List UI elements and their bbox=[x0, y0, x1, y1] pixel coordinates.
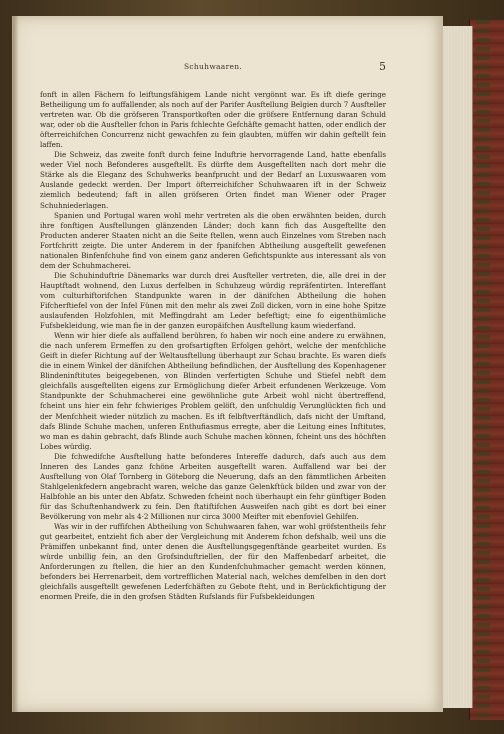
page-number: 5 bbox=[379, 60, 386, 73]
page-edges bbox=[438, 26, 473, 708]
paragraph: Spanien und Portugal waren wohl mehr vertreten als die oben erwähnten beiden, durch ihre fonftigen Ausftellungen glänzenden Länder; doch kann fich das Ausgeftellte den Producten anderer Staaten nicht an die Seite ftellen, wenn auch Einzelnes vom Streben nach Fortfchritt zeigte. Die unter Anderem in der fpanifchen Abtheilung ausgeftellt gewefenen nationalen Binfenfchuhe find von einem ganz anderen Gefichtspunkte aus interessant als von dem der Schuhmacherei. bbox=[40, 210, 386, 270]
book-cover-edge bbox=[469, 20, 504, 720]
page-gutter bbox=[13, 16, 19, 712]
paragraph: Was wir in der ruffifchen Abtheilung von Schuhwaaren fahen, war wohl gröfstentheils fehr gut gearbeitet, entzieht fich aber der Vergleichung mit Anderem fchon defshalb, weil uns die Prämiffen unbekannt find, unter denen die Ausftellungsgegenftände gearbeitet wurden. Es würde unbillig fein, an den Grofsinduftriellen, der für den Maffenbedarf arbeitet, die Anforderungen zu ftellen, die hier an den Kundenfchuhmacher gemacht werden können, befonders bei Herrenarbeit, dem vortrefflichen Material nach, welches demfelben in den dort gleichfalls ausgeftellt gewefenen Lederfchäften zu Gebote fteht, und in Berückfichtigung der enormen Preife, die in den grofsen Städten Rufslands für Fufsbekleidungen bbox=[40, 522, 386, 602]
paragraph: Die fchwedifche Ausftellung hatte befonderes Intereffe dadurch, dafs auch aus dem Inneren des Landes ganz fchöne Arbeiten ausgeftellt waren. Auffallend war bei der Ausftellung von Olaf Tornberg in Göteborg die Neuerung, dafs an den fämmtlichen Arbeiten Stahlgelenkfedern angebracht waren, welche das ganze Gelenkftück bilden und zwar von der Halbfohle an bis unter den Abfatz. Schweden fcheint noch überhaupt ein fehr günftiger Boden für das Schuftenhandwerk zu fein. Den ftatiftifchen Ausweifen nach gibt es dort bei einer Bevölkerung von mehr als 4·2 Millionen nur circa 3000 Meifter mit ebenfoviel Gehilfen. bbox=[40, 451, 386, 521]
paragraph: fonft in allen Fächern fo leiftungsfähigem Lande nicht vergönnt war. Es ift diefe geringe Betheiligung um fo auffallender, als noch auf der Parifer Ausftellung Belgien durch 7 Ausfteller vertreten war. Ob die gröfseren Transportkoften oder die gröfsere Entfernung daran Schuld war, oder ob die Ausfteller fchon in Paris fchlechte Gefchäfte gemacht hatten, oder endlich der öfterreichifchen Concurrenz nicht gewachfen zu fein glaubten, müffen wir dahin geftellt fein laffen. bbox=[40, 90, 386, 150]
page-header bbox=[40, 60, 386, 76]
body-text bbox=[40, 90, 386, 602]
running-title: Schuhwaaren. bbox=[183, 62, 243, 71]
paragraph: Die Schuhinduftrie Dänemarks war durch drei Ausfteller vertreten, die, alle drei in der Hauptftadt wohnend, den Luxus derfelben in Schuhzeug würdig repräfentirten. Intereffant vom culturhiftorifchen Standpunkte waren in der dänifchen Abtheilung die hohen Fifcherftiefel von der Infel Fünen mit den mehr als zwei Zoll dicken, vorn in eine hohe Spitze auslaufenden Holzfohlen, mit Meffingdraht am Leder befeftigt; eine fo eigenthümliche Fufsbekleidung, wie man fie in der ganzen europäifchen Ausftellung kaum wiederfand. bbox=[40, 270, 386, 331]
paragraph: Die Schweiz, das zweite fonft durch feine Induftrie hervorragende Land, hatte ebenfalls weder Viel noch Befonderes ausgeftellt. Es dürfte dem Ausgeftellten nach dort mehr die Stärke als die Eleganz des Schuhwerks beanfprucht und der Bedarf an Luxuswaaren vom Auslande gedeckt werden. Der Import öfterreichifcher Schuhwaaren ift in der Schweiz ziemlich bedeutend; faft in allen gröfseren Orten findet man Wiener oder Prager Schuhniederlagen. bbox=[40, 150, 386, 210]
paragraph: Wenn wir hier diefe als auffallend berühren, fo haben wir noch eine andere zu erwähnen, die nach unferem Ermeffen zu den grofsartigften Erfolgen gehört, welche der menfchliche Geift in diefer Richtung auf der Weltausftellung überhaupt zur Schau brachte. Es waren diefs die in einem Winkel der dänifchen Abtheilung befindlichen, der Ausftellung des Kopenhagener Blindeninftitutes beigegebenen, von Blinden verfertigten Schuhe und Stiefel nebft dem gleichfalls ausgeftellten eigens zur Ermöglichung diefer Arbeit erfundenen Werkzeuge. Vom Standpunkte der Schuhmacherei eine gewöhnliche gute Arbeit wohl nicht übertreffend, fcheint uns hier ein fehr fchwieriges Problem gelöft, den unfchuldig Verunglückten fich und der Menfchheit wieder nützlich zu machen. Es ift felbftverftändlich, dafs nicht der Umftand, dafs Blinde Schuhe machen, unferen Enthufiasmus erregte, aber die Leitung eines Inftitutes, wo man es dahin gebracht, dafs Blinde auch Schuhe machen können, fcheint uns des höchften Lobes würdig. bbox=[40, 331, 386, 451]
